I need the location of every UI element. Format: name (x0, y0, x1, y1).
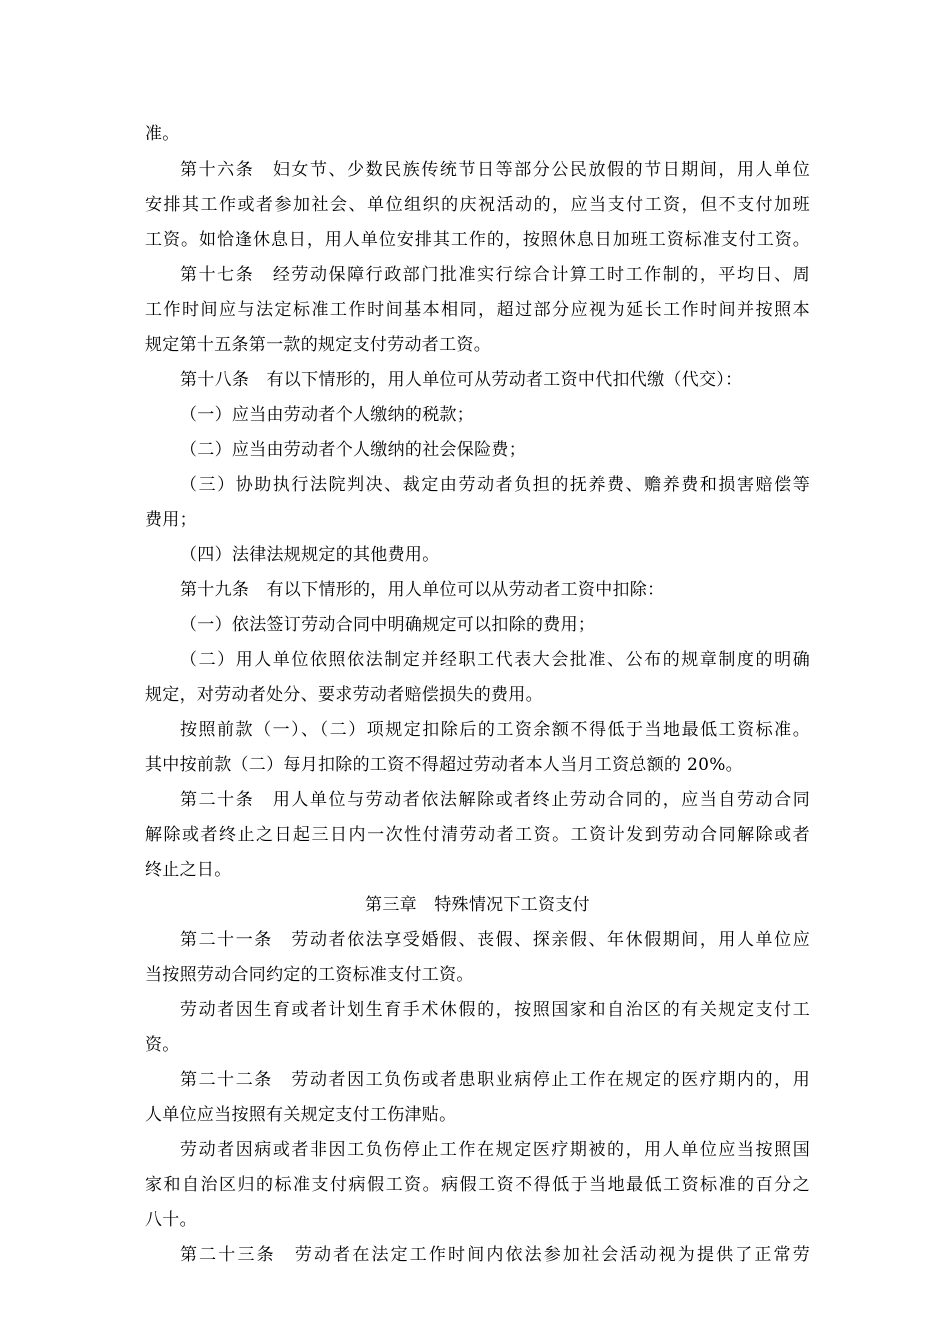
article-17-heading-line: 第十七条 经劳动保障行政部门批准实行综合计算工时工作制的，平均日、周 (180, 265, 810, 285)
article-16-heading-line: 第十六条 妇女节、少数民族传统节日等部分公民放假的节日期间，用人单位 (180, 160, 810, 180)
list-item: （一）应当由劳动者个人缴纳的税款； (180, 405, 475, 425)
text-line: 规定，对劳动者处分、要求劳动者赔偿损失的费用。 (145, 685, 543, 705)
text-line: 终止之日。 (145, 860, 232, 880)
text-line: 工作时间应与法定标准工作时间基本相同，超过部分应视为延长工作时间并按照本 (145, 300, 810, 320)
text-line: 劳动者因病或者非因工负伤停止工作在规定医疗期被的，用人单位应当按照国 (180, 1140, 810, 1160)
article-21-heading-line: 第二十一条 劳动者依法享受婚假、丧假、探亲假、年休假期间，用人单位应 (180, 930, 810, 950)
list-item: （二）应当由劳动者个人缴纳的社会保险费； (180, 440, 526, 460)
list-item: （四）法律法规规定的其他费用。 (180, 545, 440, 565)
text-line: 安排其工作或者参加社会、单位组织的庆祝活动的，应当支付工资，但不支付加班 (145, 195, 810, 215)
text-line: 当按照劳动合同约定的工资标准支付工资。 (145, 965, 474, 985)
text-line: 其中按前款（二）每月扣除的工资不得超过劳动者本人当月工资总额的 20%。 (145, 755, 743, 775)
text-line: 资。 (145, 1035, 180, 1055)
text-line: 按照前款（一）、（二）项规定扣除后的工资余额不得低于当地最低工资标准。 (180, 720, 810, 740)
article-18-heading-line: 第十八条 有以下情形的，用人单位可从劳动者工资中代扣代缴（代交）： (180, 370, 743, 390)
list-item: （二）用人单位依照依法制定并经职工代表大会批准、公布的规章制度的明确 (180, 650, 810, 670)
text-line: 规定第十五条第一款的规定支付劳动者工资。 (145, 335, 491, 355)
text-line: 八十。 (145, 1210, 197, 1230)
text-line: 家和自治区归的标准支付病假工资。病假工资不得低于当地最低工资标准的百分之 (145, 1175, 810, 1195)
article-20-heading-line: 第二十条 用人单位与劳动者依法解除或者终止劳动合同的，应当自劳动合同 (180, 790, 810, 810)
list-item: （三）协助执行法院判决、裁定由劳动者负担的抚养费、赡养费和损害赔偿等 (180, 475, 810, 495)
text-line: 费用； (145, 510, 197, 530)
article-23-heading-line: 第二十三条 劳动者在法定工作时间内依法参加社会活动视为提供了正常劳 (180, 1245, 810, 1265)
text-line: 工资。如恰逢休息日，用人单位安排其工作的，按照休息日加班工资标准支付工资。 (145, 230, 810, 250)
text-line: 准。 (145, 124, 180, 144)
text-line: 解除或者终止之日起三日内一次性付清劳动者工资。工资计发到劳动合同解除或者 (145, 825, 810, 845)
article-19-heading-line: 第十九条 有以下情形的，用人单位可以从劳动者工资中扣除： (180, 580, 665, 600)
list-item: （一）依法签订劳动合同中明确规定可以扣除的费用； (180, 615, 596, 635)
text-line: 劳动者因生育或者计划生育手术休假的，按照国家和自治区的有关规定支付工 (180, 1000, 810, 1020)
article-22-heading-line: 第二十二条 劳动者因工负伤或者患职业病停止工作在规定的医疗期内的，用 (180, 1070, 810, 1090)
chapter-title: 第三章 特殊情况下工资支付 (365, 895, 590, 915)
text-line: 人单位应当按照有关规定支付工伤津贴。 (145, 1105, 457, 1125)
